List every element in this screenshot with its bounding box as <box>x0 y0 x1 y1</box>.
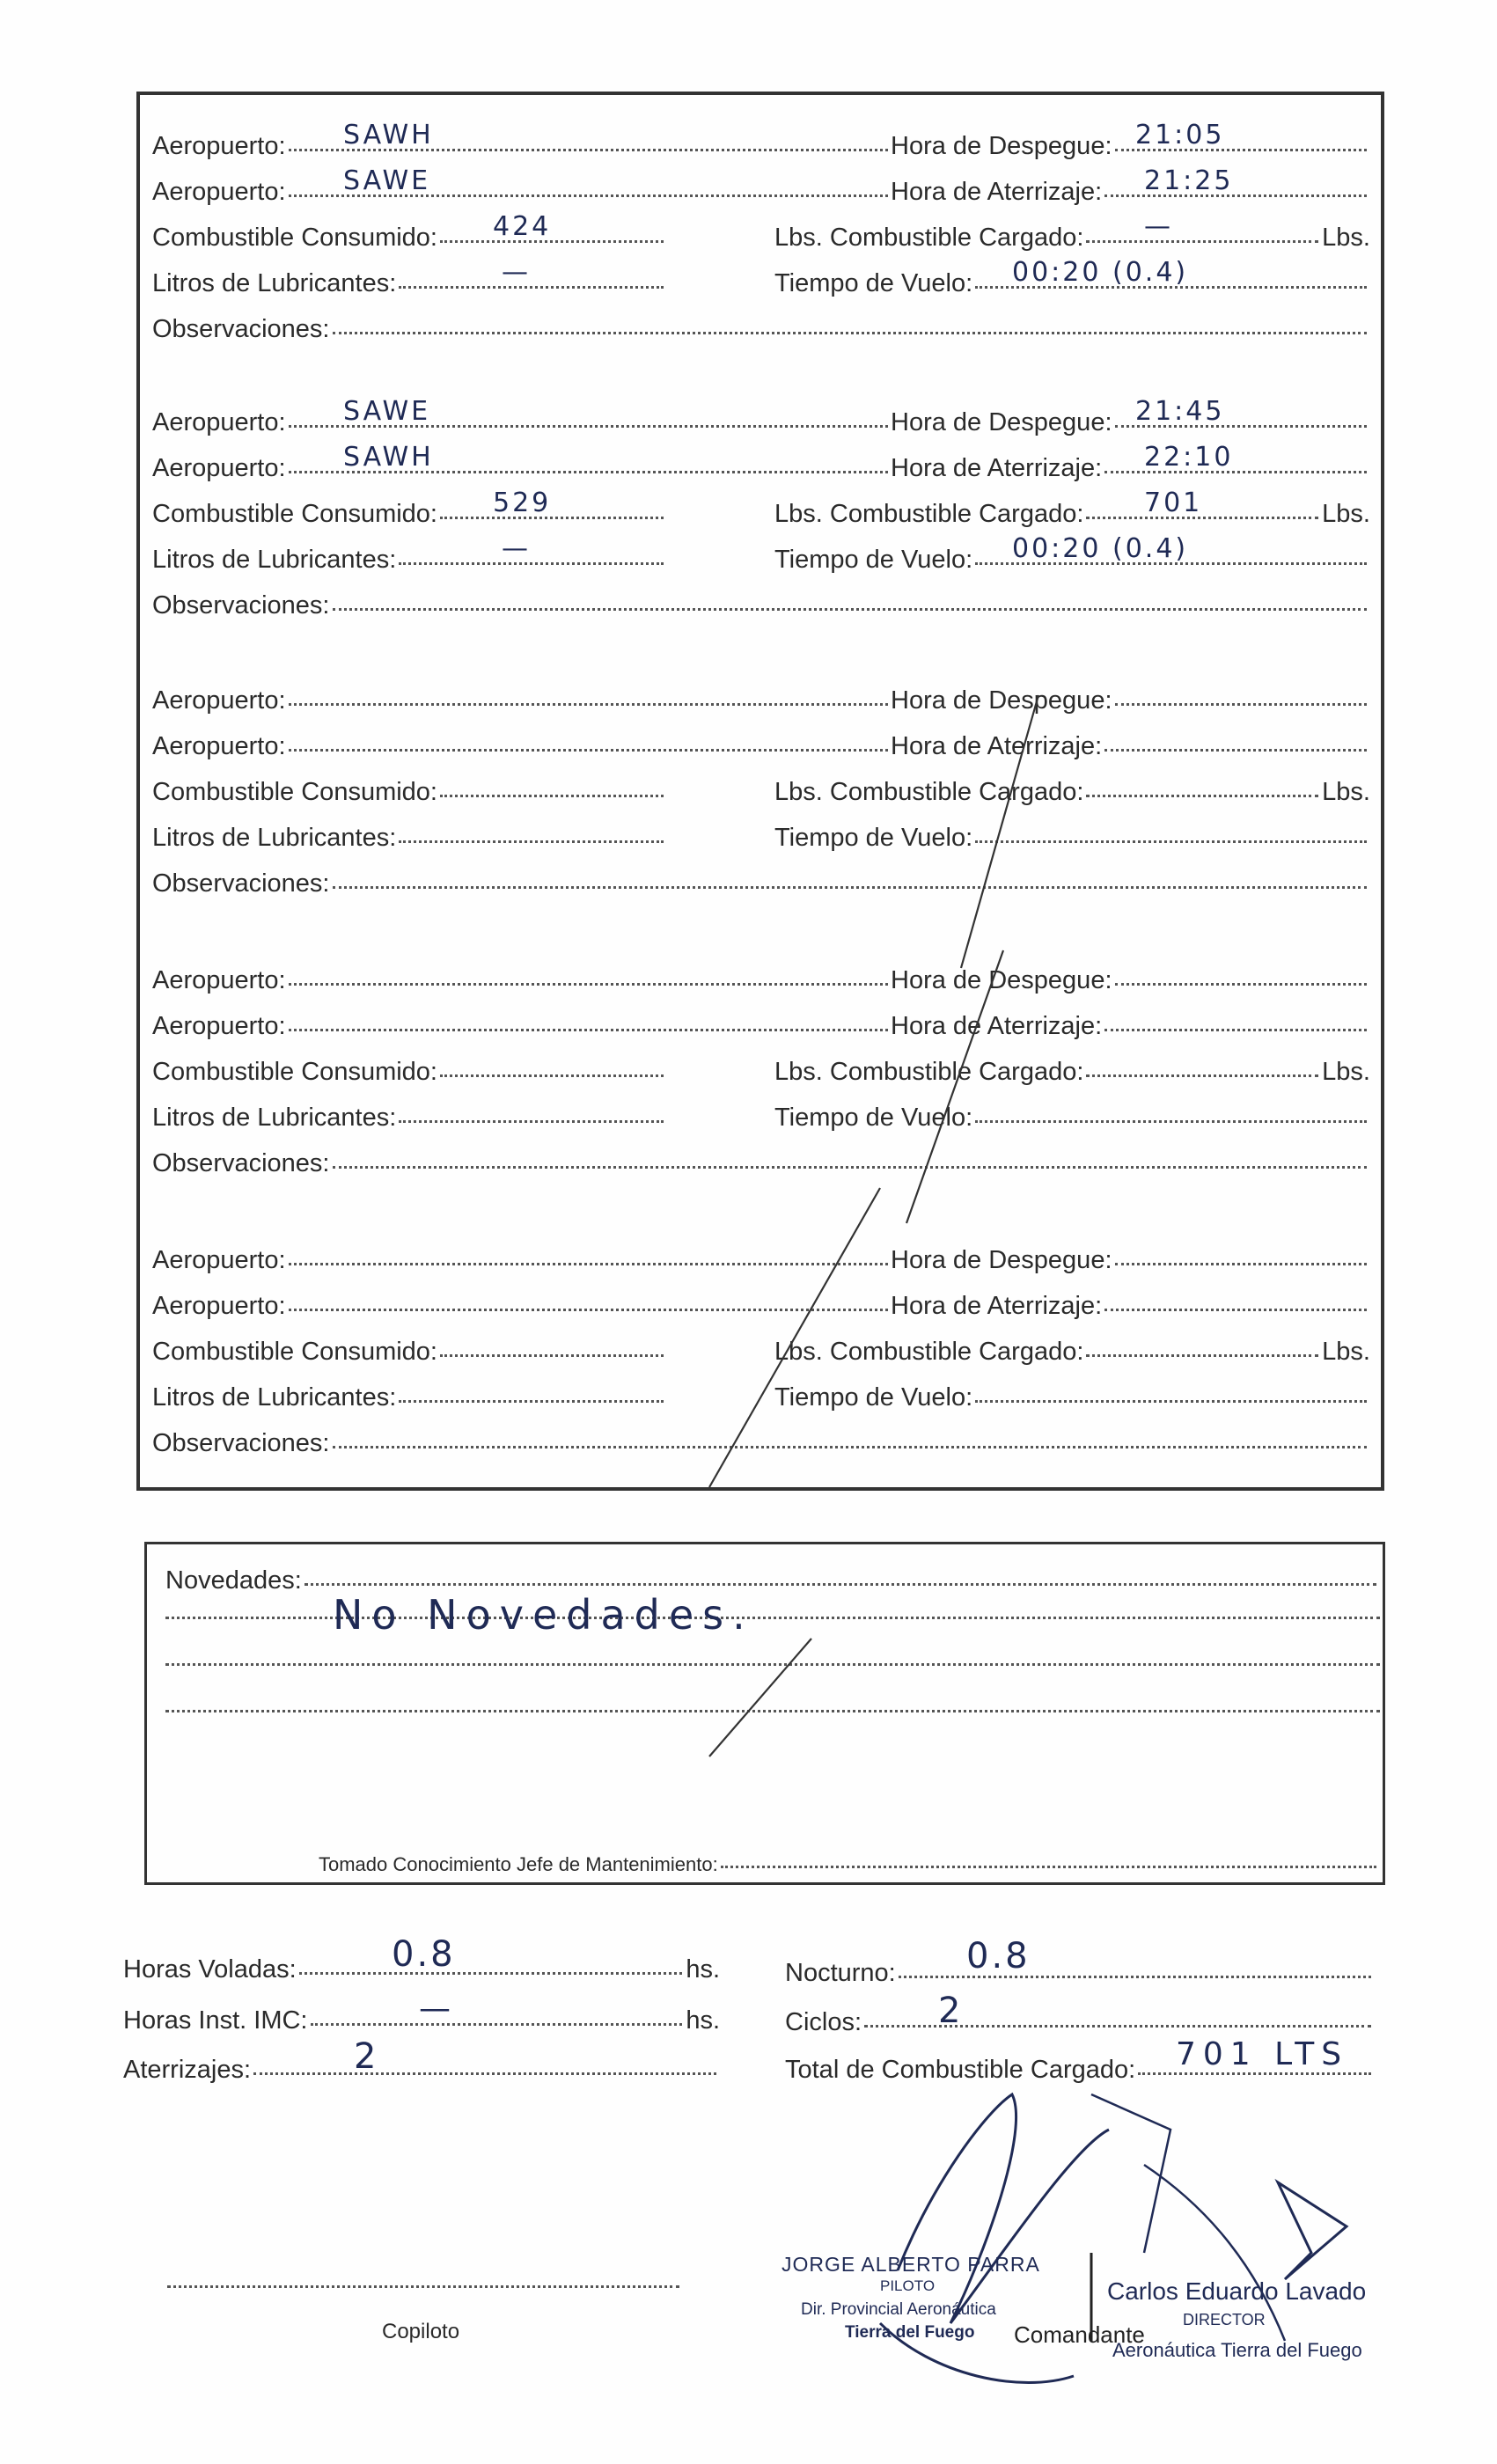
arr-airport-label: Aeropuerto: <box>152 1012 286 1040</box>
novedades-label: Novedades: <box>165 1566 302 1595</box>
flight-1-dep-time-value: 21:05 <box>1135 120 1225 150</box>
arr-airport-label: Aeropuerto: <box>152 1292 286 1320</box>
dep-time-label: Hora de Despegue: <box>891 686 1112 715</box>
dep-time-label: Hora de Despegue: <box>891 1246 1112 1274</box>
flight-1-fuel-consumed-value: 424 <box>493 211 552 242</box>
flight-time-label: Tiempo de Vuelo: <box>774 269 973 297</box>
lbs-unit: Lbs. <box>1322 778 1370 806</box>
nocturno-label: Nocturno: <box>785 1959 896 1987</box>
cancel-stroke-4 <box>709 1639 811 1756</box>
fuel-consumed-label: Combustible Consumido: <box>152 224 437 252</box>
lubricants-label: Litros de Lubricantes: <box>152 1383 397 1412</box>
director-signature <box>1278 2182 1347 2279</box>
ciclos-value: 2 <box>938 1991 964 2031</box>
lubricants-label: Litros de Lubricantes: <box>152 269 397 297</box>
fuel-loaded-label: Lbs. Combustible Cargado: <box>774 1058 1084 1086</box>
nocturno-value: 0.8 <box>966 1936 1031 1976</box>
horas-voladas-value: 0.8 <box>392 1934 456 1975</box>
dep-time-label: Hora de Despegue: <box>891 132 1112 160</box>
cancel-stroke-2 <box>906 950 1003 1223</box>
comandante-label: Comandante <box>1014 2321 1145 2348</box>
fuel-loaded-label: Lbs. Combustible Cargado: <box>774 224 1084 252</box>
stamp-pilot-role: PILOTO <box>880 2277 936 2294</box>
arr-time-label: Hora de Aterrizaje: <box>891 178 1103 206</box>
lubricants-label: Litros de Lubricantes: <box>152 824 397 852</box>
flight-1-fuel-loaded-value: — <box>1144 211 1173 242</box>
stamp-pilot-org: Dir. Provincial Aeronáutica <box>801 2300 996 2319</box>
flight-2-fuel-consumed-value: 529 <box>493 488 552 518</box>
arr-airport-label: Aeropuerto: <box>152 454 286 482</box>
horas-voladas-label: Horas Voladas: <box>123 1955 297 1984</box>
observations-label: Observaciones: <box>152 869 330 898</box>
arr-airport-label: Aeropuerto: <box>152 178 286 206</box>
fuel-loaded-label: Lbs. Combustible Cargado: <box>774 1338 1084 1366</box>
observations-label: Observaciones: <box>152 1429 330 1457</box>
flight-time-label: Tiempo de Vuelo: <box>774 546 973 574</box>
horas-imc-label: Horas Inst. IMC: <box>123 2006 308 2035</box>
aterrizajes-label: Aterrizajes: <box>123 2056 252 2084</box>
observations-label: Observaciones: <box>152 315 330 343</box>
arr-time-label: Hora de Aterrizaje: <box>891 1012 1103 1040</box>
flight-1-dep-airport-value: SAWH <box>343 120 434 150</box>
pilot-signature <box>880 2094 1109 2383</box>
stamp-pilot-name: JORGE ALBERTO PARRA <box>782 2253 1040 2276</box>
lbs-unit: Lbs. <box>1322 500 1370 528</box>
flight-2-arr-time-value: 22:10 <box>1144 442 1234 473</box>
flight-time-label: Tiempo de Vuelo: <box>774 1383 973 1412</box>
dep-airport-label: Aeropuerto: <box>152 966 286 994</box>
flight-1-flight-time-value: 00:20 (0.4) <box>1012 257 1189 288</box>
lbs-unit: Lbs. <box>1322 224 1370 252</box>
hs-unit-2: hs. <box>686 2006 720 2035</box>
signature-stroke-2 <box>1091 2094 1285 2341</box>
lubricants-label: Litros de Lubricantes: <box>152 546 397 574</box>
flight-2-fuel-loaded-value: 701 <box>1144 488 1203 518</box>
cancel-stroke-3 <box>709 1188 880 1487</box>
total-combustible-value: 701 LTS <box>1176 2036 1349 2072</box>
observations-label: Observaciones: <box>152 1149 330 1177</box>
stamp-director-role: DIRECTOR <box>1183 2311 1266 2328</box>
total-combustible-label: Total de Combustible Cargado: <box>785 2056 1136 2084</box>
arr-time-label: Hora de Aterrizaje: <box>891 732 1103 760</box>
observations-label: Observaciones: <box>152 591 330 620</box>
flight-time-label: Tiempo de Vuelo: <box>774 1104 973 1132</box>
flight-2-arr-airport-value: SAWH <box>343 442 434 473</box>
fuel-consumed-label: Combustible Consumido: <box>152 500 437 528</box>
novedades-text: No Novedades. <box>333 1591 754 1639</box>
lubricants-label: Litros de Lubricantes: <box>152 1104 397 1132</box>
flight-2-flight-time-value: 00:20 (0.4) <box>1012 533 1189 564</box>
flight-2-lubricants-value: — <box>502 533 531 564</box>
stamp-pilot-region: Tierra del Fuego <box>845 2323 975 2342</box>
stamp-director-name: Carlos Eduardo Lavado <box>1107 2277 1367 2305</box>
flight-1-arr-airport-value: SAWE <box>343 165 431 196</box>
fuel-consumed-label: Combustible Consumido: <box>152 1058 437 1086</box>
horas-imc-value: — <box>419 1991 453 2027</box>
fuel-loaded-label: Lbs. Combustible Cargado: <box>774 500 1084 528</box>
copiloto-label: Copiloto <box>382 2320 460 2343</box>
tomado-label: Tomado Conocimiento Jefe de Mantenimiento: <box>319 1853 718 1875</box>
cancel-stroke-1 <box>961 695 1038 968</box>
flight-time-label: Tiempo de Vuelo: <box>774 824 973 852</box>
fuel-consumed-label: Combustible Consumido: <box>152 778 437 806</box>
flight-1-lubricants-value: — <box>502 257 531 288</box>
flight-1-arr-time-value: 21:25 <box>1144 165 1234 196</box>
fuel-loaded-label: Lbs. Combustible Cargado: <box>774 778 1084 806</box>
hs-unit-1: hs. <box>686 1955 720 1984</box>
aterrizajes-value: 2 <box>354 2036 379 2077</box>
fuel-consumed-label: Combustible Consumido: <box>152 1338 437 1366</box>
dep-airport-label: Aeropuerto: <box>152 1246 286 1274</box>
flight-2-dep-time-value: 21:45 <box>1135 396 1225 427</box>
arr-time-label: Hora de Aterrizaje: <box>891 1292 1103 1320</box>
dep-airport-label: Aeropuerto: <box>152 686 286 715</box>
arr-airport-label: Aeropuerto: <box>152 732 286 760</box>
stamp-director-org: Aeronáutica Tierra del Fuego <box>1112 2339 1362 2361</box>
dep-time-label: Hora de Despegue: <box>891 966 1112 994</box>
arr-time-label: Hora de Aterrizaje: <box>891 454 1103 482</box>
dep-airport-label: Aeropuerto: <box>152 132 286 160</box>
dep-time-label: Hora de Despegue: <box>891 408 1112 436</box>
flight-2-dep-airport-value: SAWE <box>343 396 431 427</box>
lbs-unit: Lbs. <box>1322 1338 1370 1366</box>
dep-airport-label: Aeropuerto: <box>152 408 286 436</box>
lbs-unit: Lbs. <box>1322 1058 1370 1086</box>
ciclos-label: Ciclos: <box>785 2008 862 2036</box>
